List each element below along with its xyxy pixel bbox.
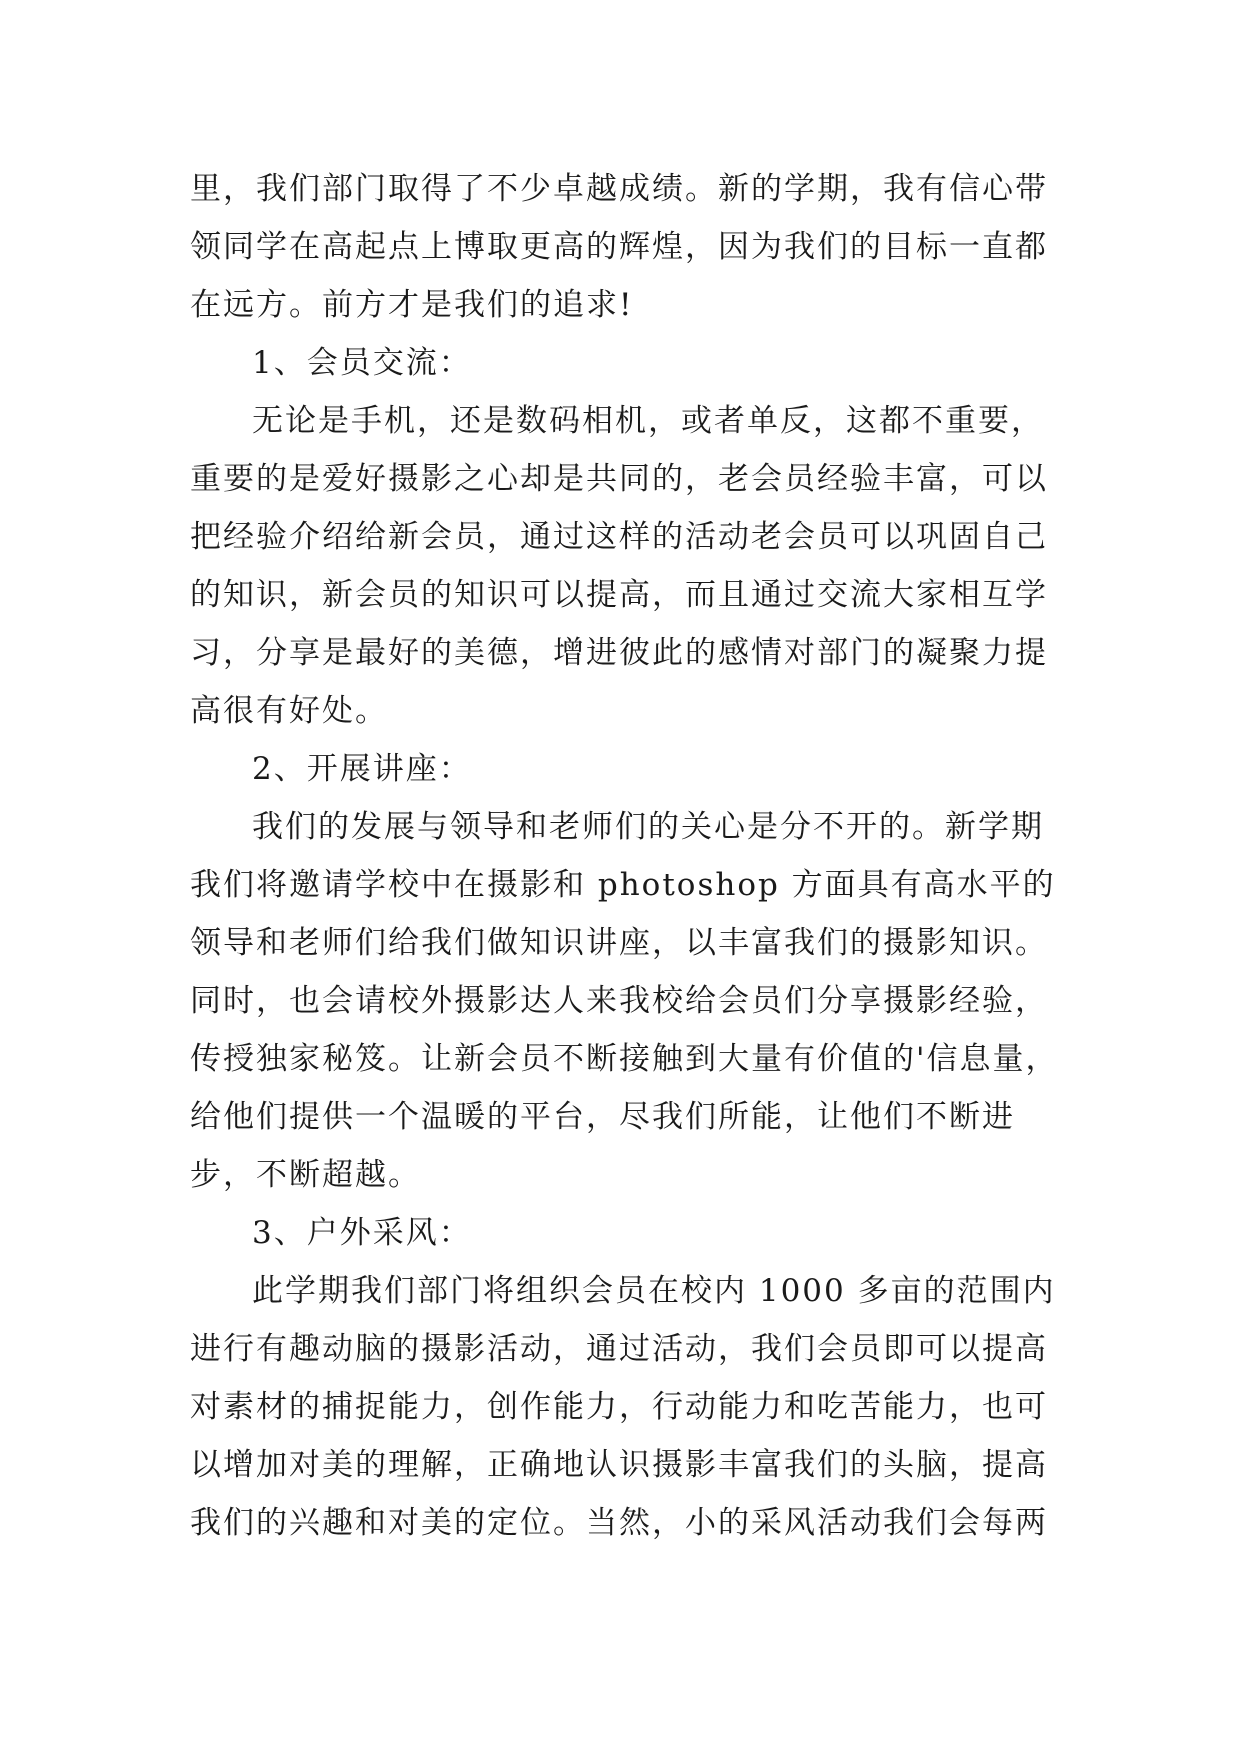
- paragraph-lectures: 我们的发展与领导和老师们的关心是分不开的。新学期我们将邀请学校中在摄影和 photoshop 方面具有高水平的领导和老师们给我们做知识讲座，以丰富我们的摄影知识。同时，也会请校外摄影达人来我校给会员们分享摄影经验，传授独家秘笈。让新会员不断接触到大量有价值的'信息量，给他们提供一个温暖的平台，尽我们所能，让他们不断进步，不断超越。: [190, 809, 1059, 1193]
- paragraph-member-exchange: 无论是手机，还是数码相机，或者单反，这都不重要，重要的是爱好摄影之心却是共同的，老会员经验丰富，可以把经验介绍给新会员，通过这样的活动老会员可以巩固自己的知识，新会员的知识可以提高，而且通过交流大家相互学习，分享是最好的美德，增进彼此的感情对部门的凝聚力提高很有好处。: [190, 403, 1048, 729]
- section-heading-outdoor-shooting: 3、户外采风：: [252, 1215, 472, 1251]
- paragraph-intro-continued: 里，我们部门取得了不少卓越成绩。新的学期，我有信心带领同学在高起点上博取更高的辉煌，因为我们的目标一直都在远方。前方才是我们的追求!: [190, 171, 1048, 323]
- document-body: [190, 160, 1070, 1552]
- paragraph-outdoor-shooting: 此学期我们部门将组织会员在校内 1000 多亩的范围内进行有趣动脑的摄影活动，通过活动，我们会员即可以提高对素材的捕捉能力，创作能力，行动能力和吃苦能力，也可以增加对美的理解，正确地认识摄影丰富我们的头脑，提高我们的兴趣和对美的定位。当然，小的采风活动我们会每两: [190, 1273, 1056, 1541]
- section-heading-lectures: 2、开展讲座：: [252, 751, 472, 787]
- section-heading-member-exchange: 1、会员交流：: [252, 345, 472, 381]
